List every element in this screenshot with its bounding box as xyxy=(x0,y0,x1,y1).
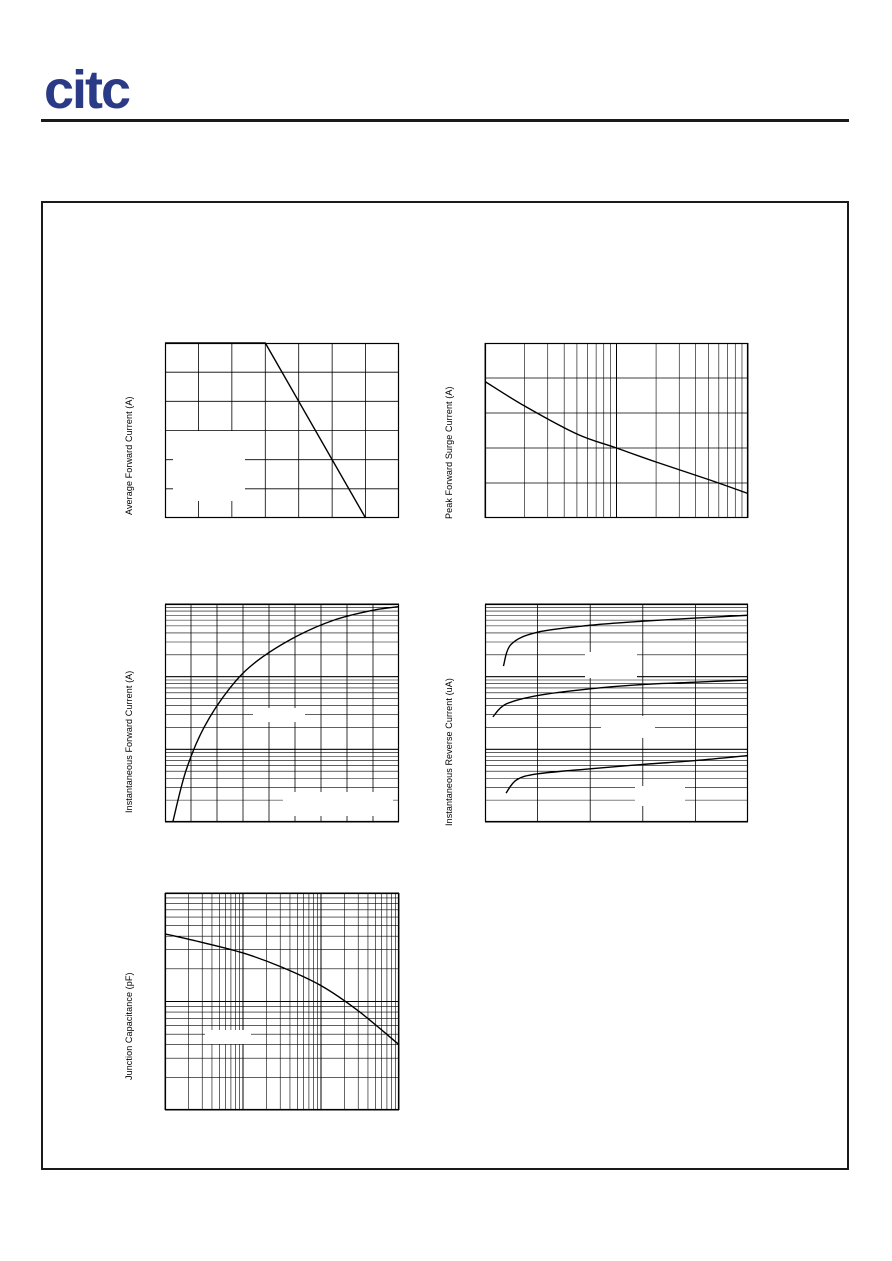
fig1-ylabel: Average Forward Current (A) xyxy=(124,396,134,515)
chart-peak-forward-surge-current xyxy=(485,343,748,518)
label-blank-area xyxy=(601,716,655,738)
chart-average-forward-current xyxy=(165,343,399,518)
label-blank-area xyxy=(585,652,637,678)
fig5-ylabel: Junction Capacitance (pF) xyxy=(124,972,134,1080)
chart-junction-capacitance xyxy=(165,893,399,1110)
citc-logo xyxy=(44,62,158,114)
header-divider xyxy=(41,119,849,122)
fig2-ylabel: Peak Forward Surge Current (A) xyxy=(444,386,454,519)
chart-instantaneous-reverse-current xyxy=(485,604,748,822)
fig3-ylabel: Instantaneous Forward Current (A) xyxy=(124,670,134,813)
chart-instantaneous-forward-current xyxy=(165,604,399,822)
fig4-ylabel: Instantaneous Reverse Current (uA) xyxy=(444,678,454,826)
label-blank-area xyxy=(253,708,305,722)
fig2-gridlines xyxy=(485,343,748,518)
label-blank-area xyxy=(173,431,245,501)
logo-text: citc xyxy=(44,62,130,114)
label-blank-area xyxy=(283,792,393,816)
fig4-plot-frame xyxy=(486,605,748,822)
fig5-gridlines xyxy=(165,893,399,1110)
label-blank-area xyxy=(205,1030,251,1044)
label-blank-area xyxy=(635,786,685,806)
fig5-series-0-curve xyxy=(165,934,399,1045)
